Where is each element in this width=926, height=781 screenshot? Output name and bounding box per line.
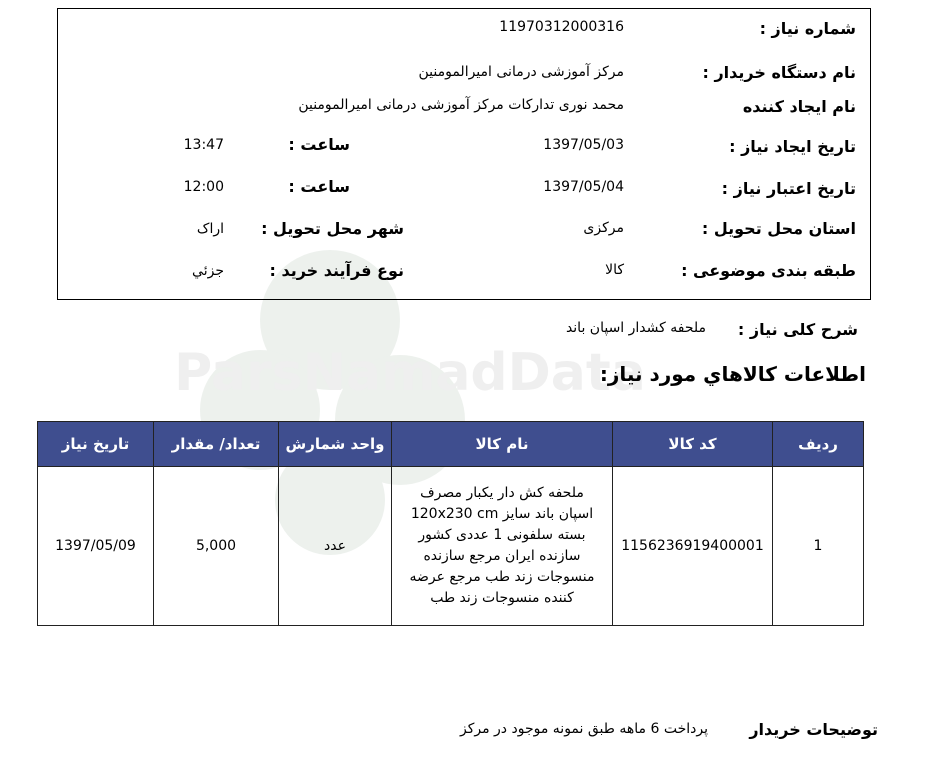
purchase-process-label: نوع فرآیند خرید : — [269, 261, 404, 280]
creator-value: محمد نوری تدارکات مرکز آموزشی درمانی امیرالمومنین — [298, 97, 624, 113]
col-header-row: رديف — [773, 422, 864, 467]
watermark-text: ParsNamadData — [174, 343, 646, 403]
created-time-value: 13:47 — [183, 137, 224, 153]
creator-label: نام ایجاد کننده — [742, 97, 856, 116]
goods-name — [392, 467, 613, 626]
buyer-org-value: مرکز آموزشی درمانی امیرالمومنین — [418, 64, 624, 80]
goods-name-line: ملحفه کش دار یکبار مصرف — [420, 485, 584, 501]
valid-time-label: ساعت : — [288, 177, 350, 196]
need-info-box — [57, 8, 871, 300]
goods-table-header-row — [38, 422, 864, 467]
unit-of-count: عدد — [279, 467, 392, 626]
col-header-unit: واحد شمارش — [279, 422, 392, 467]
col-header-need-date: تاريخ نياز — [38, 422, 154, 467]
goods-name-line: سازنده ایران مرجع سازنده — [423, 548, 581, 564]
goods-name-line: اسپان باند سایز 120x230 cm — [410, 506, 594, 522]
row-number: 1 — [773, 467, 864, 626]
buyer-org-label: نام دستگاه خریدار : — [702, 63, 856, 82]
valid-date-label: تاریخ اعتبار نیاز : — [721, 179, 856, 198]
goods-section-title: اطلاعات كالاهاي مورد نياز: — [599, 362, 866, 386]
quantity: 5,000 — [154, 467, 279, 626]
col-header-code: کد كالا — [613, 422, 773, 467]
need-number-label: شماره نیاز : — [759, 19, 856, 38]
delivery-province-label: استان محل تحویل : — [701, 219, 856, 238]
col-header-name: نام كالا — [392, 422, 613, 467]
delivery-province-value: مرکزی — [583, 220, 624, 236]
created-time-label: ساعت : — [288, 135, 350, 154]
goods-name-line: منسوجات زند طب مرجع عرضه — [409, 569, 595, 585]
category-value: کالا — [605, 262, 624, 278]
goods-name-line: بسته سلفونی 1 عددی کشور — [418, 527, 586, 543]
delivery-city-value: اراک — [196, 221, 224, 237]
goods-code: 1156236919400001 — [613, 467, 773, 626]
delivery-city-label: شهر محل تحویل : — [261, 219, 404, 238]
general-description-label: شرح کلی نیاز : — [737, 320, 858, 339]
buyer-notes-label: توضیحات خریدار — [749, 720, 878, 739]
created-date-value: 1397/05/03 — [543, 137, 624, 153]
general-description-value: ملحفه کشدار اسپان باند — [565, 320, 706, 336]
buyer-notes-value: پرداخت 6 ماهه طبق نمونه موجود در مرکز — [459, 721, 708, 737]
col-header-quantity: تعداد/ مقدار — [154, 422, 279, 467]
table-row — [38, 467, 864, 626]
category-label: طبقه بندی موضوعی : — [681, 261, 856, 280]
need-date: 1397/05/09 — [38, 467, 154, 626]
goods-name-line: کننده منسوجات زند طب — [430, 590, 574, 606]
need-number-value: 11970312000316 — [499, 19, 624, 35]
goods-table — [37, 421, 864, 626]
valid-date-value: 1397/05/04 — [543, 179, 624, 195]
purchase-process-value: جزئي — [192, 263, 224, 279]
created-date-label: تاریخ ایجاد نیاز : — [729, 137, 856, 156]
valid-time-value: 12:00 — [183, 179, 224, 195]
